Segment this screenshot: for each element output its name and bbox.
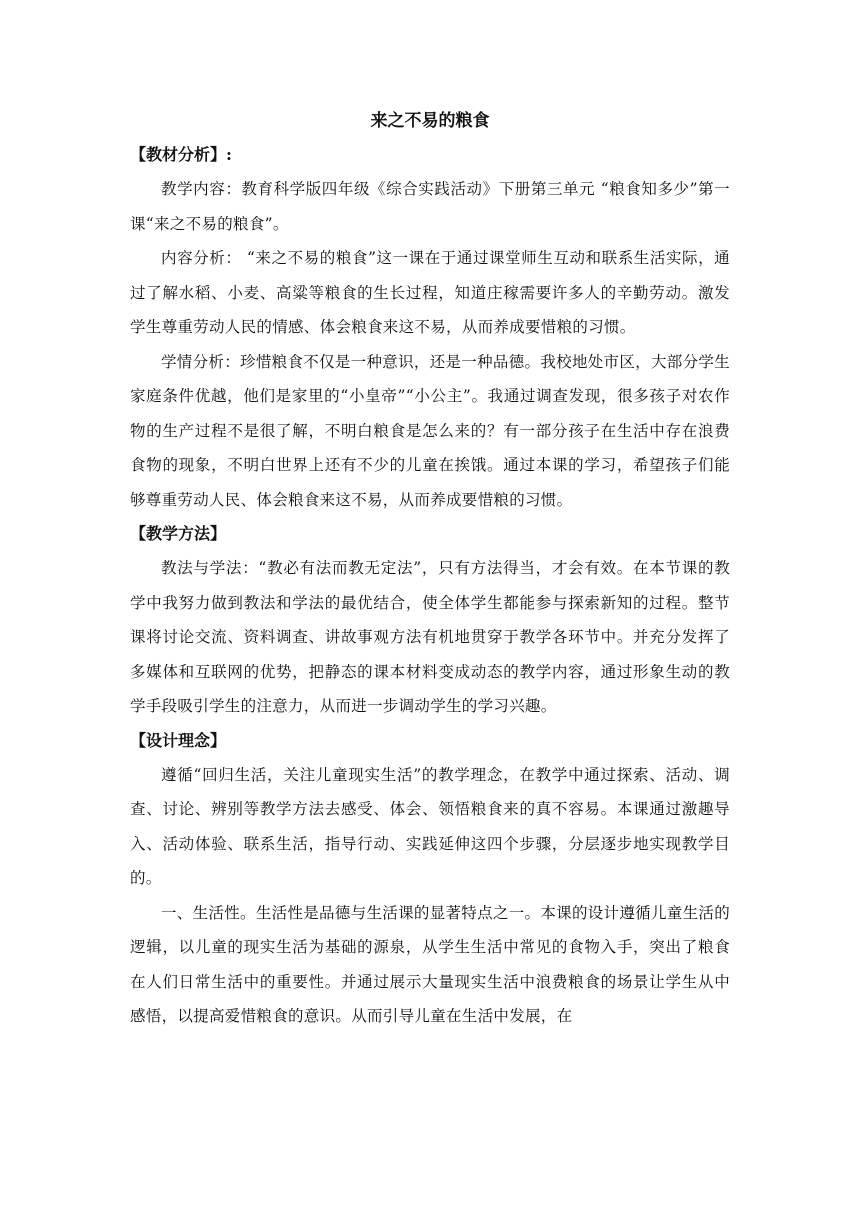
document-title: 来之不易的粮食 — [370, 111, 490, 131]
section-textbook-analysis — [130, 138, 730, 517]
paragraph-life-orientation: 一、生活性。生活性是品德与生活课的显著特点之一。本课的设计遵循儿童生活的逻辑，以儿童的现实生活为基础的源泉，从学生生活中常见的食物入手，突出了粮食在人们日常生活中的重要性。并通过展示大量现实生活中浪费粮食的场景让学生从中感悟，以提高爱惜粮食的意识。从而引导儿童在生活中发展，在 — [130, 903, 730, 1025]
paragraph-methods: 教法与学法：“教必有法而教无定法”，只有方法得当，才会有效。在本节课的教学中我努力做到教法和学法的最优结合，使全体学生都能参与探索新知的过程。整节课将讨论交流、资料调查、讲故事观方法有机地贯穿于教学各环节中。并充分发挥了多媒体和互联网的优势，把静态的课本材料变成动态的教学内容，通过形象生动的教学手段吸引学生的注意力，从而进一步调动学生的学习兴趣。 — [130, 559, 730, 715]
paragraph-design-concept: 遵循“回归生活，关注儿童现实生活”的教学理念，在教学中通过探索、活动、调查、讨论、辨别等教学方法去感受、体会、领悟粮食来的真不容易。本课通过激趣导入、活动体验、联系生活，指导行动、实践延伸这四个步骤，分层逐步地实现教学目的。 — [130, 765, 730, 887]
paragraph-learner-analysis: 学情分析：珍惜粮食不仅是一种意识，还是一种品德。我校地处市区，大部分学生家庭条件优越，他们是家里的“小皇帝”“小公主”。我通过调查发现，很多孩子对农作物的生产过程不是很了解，不明白粮食是怎么来的？有一部分孩子在生活中存在浪费食物的现象，不明白世界上还有不少的儿童在挨饿。通过本课的学习，希望孩子们能够尊重劳动人民、体会粮食来这不易，从而养成要惜粮的习惯。 — [130, 352, 730, 509]
section-teaching-method — [130, 517, 730, 724]
document-page — [130, 104, 730, 1034]
section-heading: 【教学方法】 — [130, 524, 227, 543]
section-heading: 【教材分析】: — [130, 145, 232, 164]
section-design-concept — [130, 724, 730, 1034]
section-heading: 【设计理念】 — [130, 730, 227, 750]
paragraph-content-analysis: 内容分析： “来之不易的粮食”这一课在于通过课堂师生互动和联系生活实际，通过了解水稻、小麦、高粱等粮食的生长过程，知道庄稼需要许多人的辛勤劳动。激发学生尊重劳动人民的情感、体会粮食来这不易，从而养成要惜粮的习惯。 — [130, 249, 730, 336]
paragraph-teaching-content: 教学内容：教育科学版四年级《综合实践活动》下册第三单元 “粮食知多少”第一课“来之不易的粮食”。 — [130, 180, 730, 233]
